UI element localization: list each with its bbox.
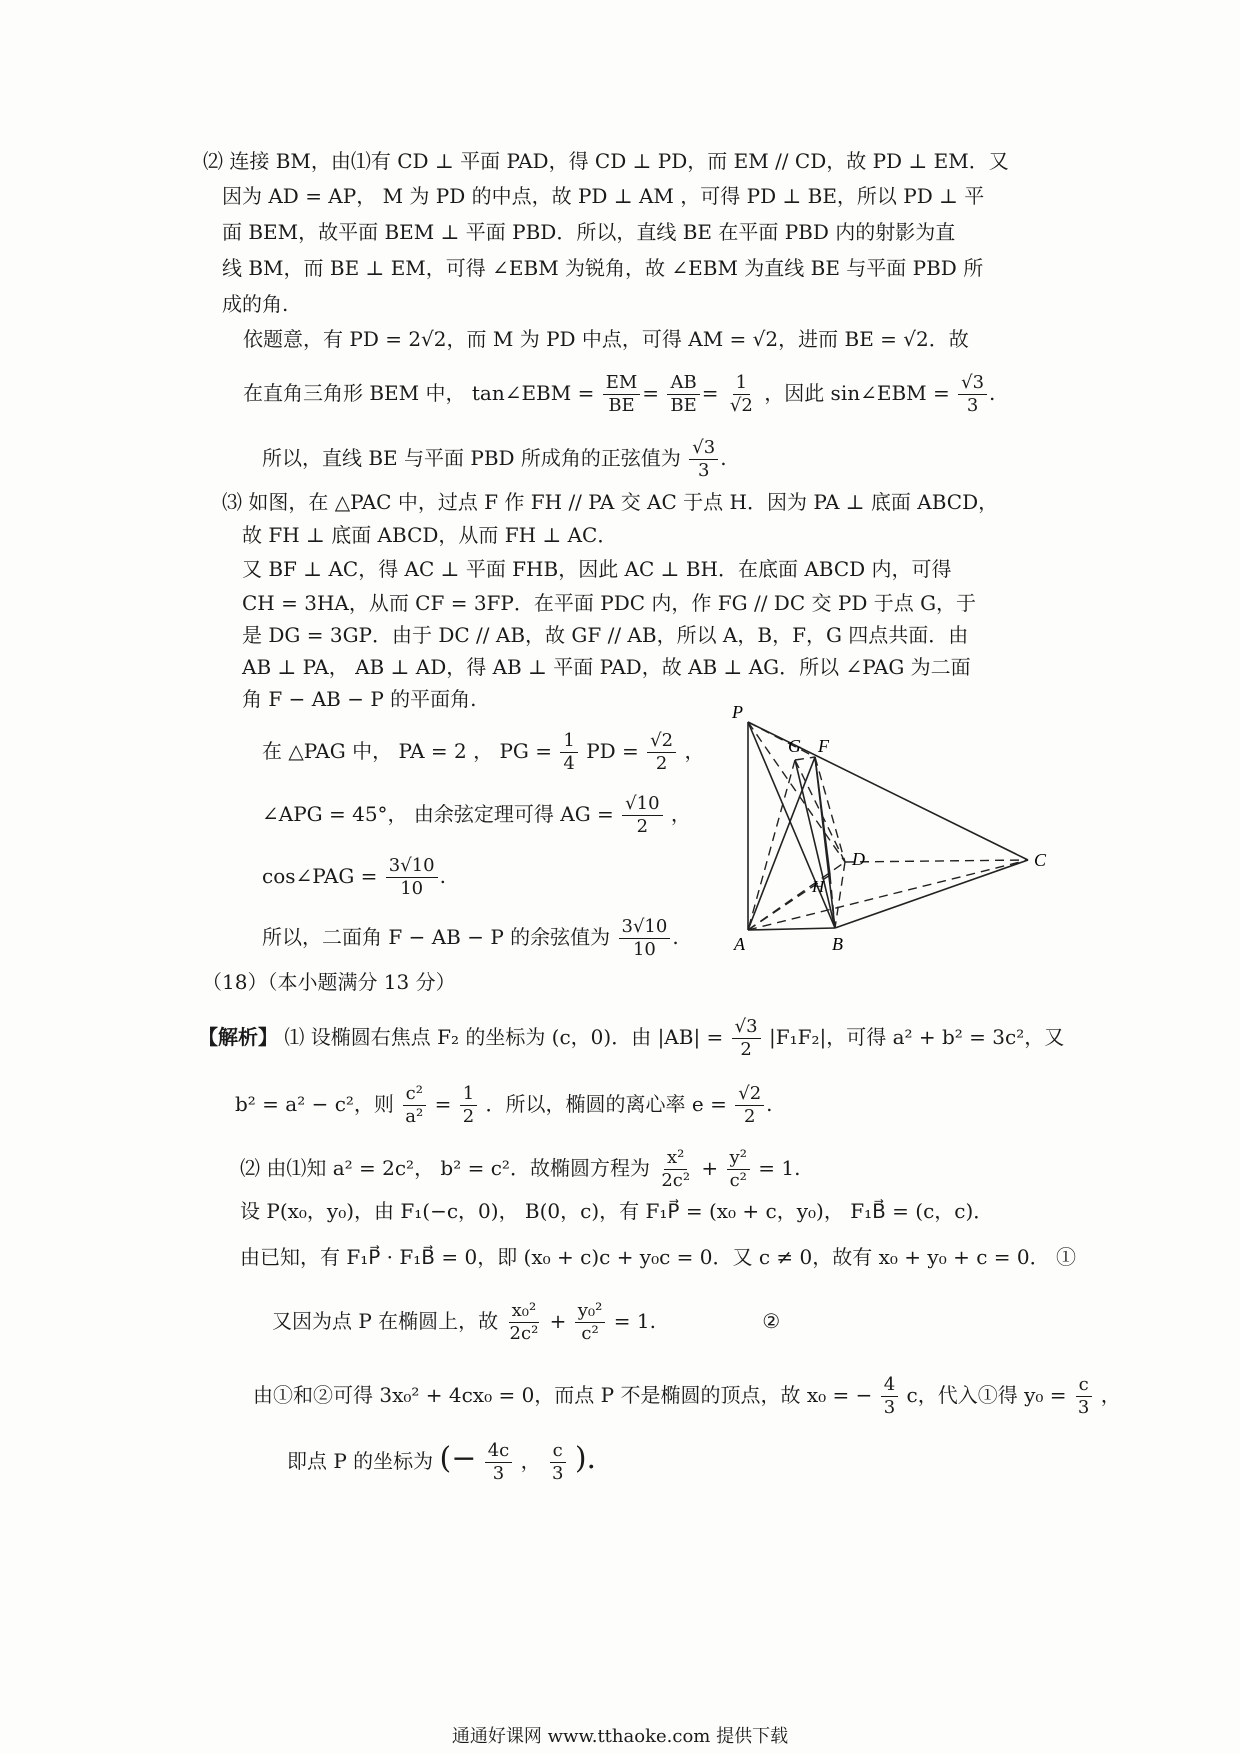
part3-line-6: AB ⊥ PA， AB ⊥ AD，得 AB ⊥ 平面 PAD，故 AB ⊥ AG．所以 ∠PAG 为二面 [242, 655, 971, 679]
fraction: $\frac{EM}{BE}$ [603, 372, 641, 417]
label-b: B [832, 934, 843, 954]
part3-cos-line: cos∠PAG = $\frac{3√10}{10}$ . [262, 855, 446, 899]
fraction: $\frac{c}{3}$ [1075, 1374, 1092, 1419]
label-h: H [812, 877, 825, 896]
label-a: A [734, 934, 745, 954]
part2-line-4: 线 BM，而 BE ⊥ EM，可得 ∠EBM 为锐角，故 ∠EBM 为直线 BE 与平面 PBD 所 [222, 256, 984, 280]
part3-line-7: 角 F − AB − P 的平面角. [242, 687, 477, 711]
label-d: D [852, 849, 865, 869]
fraction: $\frac{1}{4}$ [560, 730, 577, 775]
part3-line-4: CH = 3HA，从而 CF = 3FP．在平面 PDC 内，作 FG // DC 交 PD 于点 G，于 [242, 591, 977, 615]
part3-line-3: 又 BF ⊥ AC，得 AC ⊥ 平面 FHB，因此 AC ⊥ BH．在底面 ABCD 内，可得 [242, 557, 952, 581]
q18-line-1: 【解析】 ⑴ 设椭圆右焦点 F₂ 的坐标为 (c，0)．由 |AB| = $\frac{√3}{2}$ |F₁F₂|，可得 a² + b² = 3c²，又 [198, 1016, 1065, 1060]
fraction: $\frac{1}{2}$ [460, 1083, 477, 1128]
part3-line-1: ⑶ 如图，在 △PAC 中，过点 F 作 FH // PA 交 AC 于点 H．因为 PA ⊥ 底面 ABCD， [222, 490, 999, 514]
part3-conclusion: 所以，二面角 F − AB − P 的余弦值为 $\frac{3√10}{10}$ . [262, 916, 679, 960]
q18-line-8: 即点 P 的坐标为 (− $\frac{4c}{3}$ ， $\frac{c}{3}$ ). [287, 1440, 597, 1484]
fraction: $\frac{\text{y²}}{\text{c²}}$ [727, 1147, 750, 1192]
q18-line-3: ⑵ 由⑴知 a² = 2c²， b² = c²．故椭圆方程为 $\frac{\text{x²}}{\text{2c²}}$ + $\frac{\text{y²}}{\text{c²}}$ = 1. [240, 1147, 801, 1191]
label-g: G [788, 736, 801, 756]
fraction: $\frac{√3}{2}$ [732, 1016, 761, 1061]
q18-line-4: 设 P(x₀，y₀)，由 F₁(−c，0)， B(0，c)，有 F₁P⃗ = (x₀ + c，y₀)， F₁B⃗ = (c，c)． [240, 1199, 994, 1223]
fraction: $\frac{4}{3}$ [881, 1374, 898, 1419]
fraction: $\frac{3√10}{10}$ [386, 855, 438, 900]
fraction: $\frac{AB}{BE}$ [667, 372, 699, 417]
q18-heading: （18）（本小题满分 13 分） [202, 970, 456, 994]
pyramid-figure [720, 700, 1070, 955]
part2-line-2: 因为 AD = AP， M 为 PD 的中点，故 PD ⊥ AM ，可得 PD ⊥ BE，所以 PD ⊥ 平 [222, 184, 985, 208]
fraction: $\frac{4c}{3}$ [485, 1440, 513, 1485]
part3-line-2: 故 FH ⊥ 底面 ABCD，从而 FH ⊥ AC． [242, 523, 618, 547]
analysis-tag: 【解析】 [198, 1025, 278, 1049]
part2-calc-2: 在直角三角形 BEM 中， tan∠EBM = $\frac{EM}{BE}$ = $\frac{AB}{BE}$ = $\frac{1}{√2}$ ，因此 sin∠EBM = $\frac{√3}{3}$ . [243, 372, 996, 416]
q18-line-5: 由已知，有 F₁P⃗ · F₁B⃗ = 0，即 (x₀ + c)c + y₀c = 0．又 c ≠ 0，故有 x₀ + y₀ + c = 0． ① [240, 1245, 1076, 1269]
label-c: C [1034, 850, 1047, 870]
fraction: $\frac{√2}{2}$ [647, 730, 676, 775]
part2-line-3: 面 BEM，故平面 BEM ⊥ 平面 PBD．所以，直线 BE 在平面 PBD 内的射影为直 [222, 220, 956, 244]
label-f: F [818, 736, 829, 756]
footer: 通通好课网 www.tthaoke.com 提供下载 [451, 1726, 789, 1747]
q18-line-2: b² = a² − c²，则 $\frac{\text{c²}}{\text{a²}}$ = $\frac{1}{2}$ ．所以，椭圆的离心率 e = $\frac{√2}{2}$ . [235, 1083, 773, 1127]
q18-line-7: 由①和②可得 3x₀² + 4cx₀ = 0，而点 P 不是椭圆的顶点，故 x₀ = − $\frac{4}{3}$ c，代入①得 y₀ = $\frac{c}{3}$ ， [253, 1374, 1121, 1418]
fraction: $\frac{√2}{2}$ [735, 1083, 764, 1128]
part2-line-5: 成的角. [222, 292, 289, 316]
fraction: $\frac{\text{y₀²}}{\text{c²}}$ [575, 1300, 606, 1345]
part3-triangle-line: 在 △PAG 中， PA = 2 ， PG = $\frac{1}{4}$ PD = $\frac{√2}{2}$ ， [262, 730, 705, 774]
part2-line-1: ⑵ 连接 BM，由⑴有 CD ⊥ 平面 PAD，得 CD ⊥ PD，而 EM // CD，故 PD ⊥ EM．又 [203, 149, 1009, 173]
part2-conclusion: 所以，直线 BE 与平面 PBD 所成角的正弦值为 $\frac{√3}{3}$ . [262, 437, 727, 481]
fraction: $\frac{\text{x₀²}}{\text{2c²}}$ [509, 1300, 539, 1344]
q18-line-6: 又因为点 P 在椭圆上，故 $\frac{\text{x₀²}}{\text{2c²}}$ + $\frac{\text{y₀²}}{\text{c²}}$ = 1. ② [272, 1300, 781, 1344]
part3-line-5: 是 DG = 3GP．由于 DC // AB，故 GF // AB，所以 A，B，F，G 四点共面．由 [242, 623, 969, 647]
fraction: $\frac{√3}{3}$ [689, 437, 718, 482]
fraction: $\frac{1}{√2}$ [729, 372, 753, 416]
label-p: P [732, 702, 743, 722]
fraction: $\frac{\text{c²}}{\text{a²}}$ [402, 1083, 426, 1128]
part3-angle-line: ∠APG = 45°， 由余弦定理可得 AG = $\frac{√10}{2}$ ， [262, 793, 691, 837]
fraction: $\frac{3√10}{10}$ [619, 916, 671, 961]
part2-calc-1: 依题意，有 PD = 2√2，而 M 为 PD 中点，可得 AM = √2，进而 BE = √2．故 [243, 327, 969, 351]
fraction: $\frac{√10}{2}$ [622, 793, 662, 838]
equation-mark-2: ② [762, 1309, 781, 1333]
fraction: $\frac{c}{3}$ [549, 1440, 566, 1485]
fraction: $\frac{\text{x²}}{\text{2c²}}$ [661, 1147, 691, 1191]
fraction: $\frac{√3}{3}$ [958, 372, 987, 417]
